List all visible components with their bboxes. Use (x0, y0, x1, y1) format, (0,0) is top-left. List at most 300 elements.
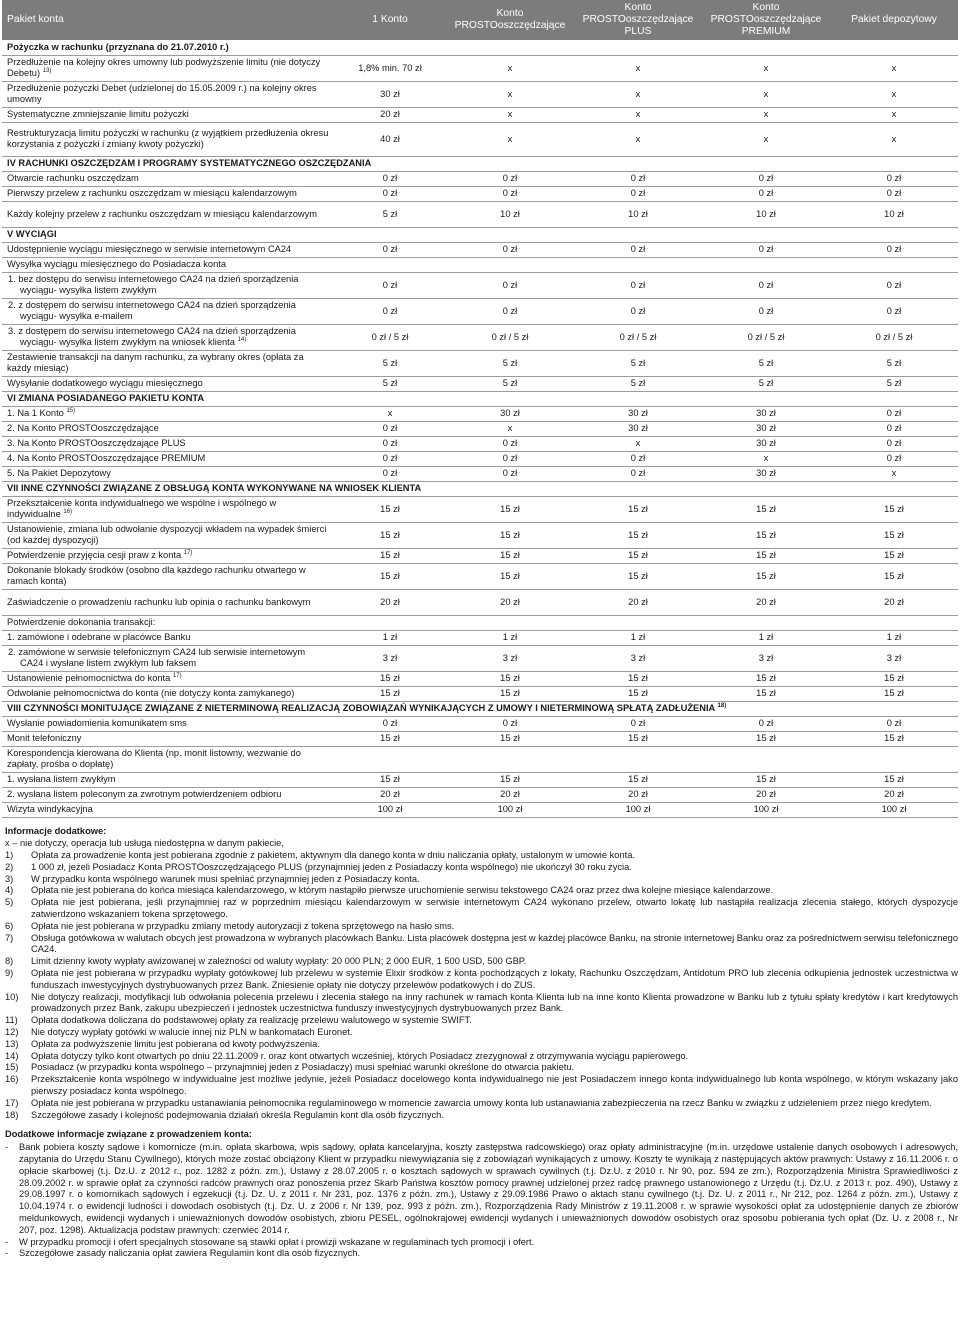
row-label: VII INNE CZYNNOŚCI ZWIĄZANE Z OBSŁUGĄ KONTA WYKONYWANE NA WNIOSEK KLIENTA (7, 483, 422, 494)
note-number: 8) (5, 956, 14, 967)
row-label: 2. z dostępem do serwisu internetowego CA24 na dzień sporządzenia wyciągu- wysyłka e-mailem (8, 300, 296, 321)
fee-cell: 0 zł (830, 242, 958, 257)
fee-cell: x (574, 55, 702, 81)
note-number: 14) (5, 1050, 19, 1061)
note-text: Nie dotyczy realizacji, modyfikacji lub odwołania polecenia przelewu i zlecenia stałego na inny rachunek w ramach konta Klienta lub na inne konto Klienta prowadzone w Banku lub z tytułu spłaty kredytów i kart kredytowych prowadzonych przez Bank, zakupu ubezpieczeń i jednostek uczestnictwa funduszy inwestycyjnych dystrybuowanych przez Bank. (31, 991, 958, 1014)
fee-cell: 0 zł (574, 298, 702, 324)
fee-cell: 20 zł (702, 589, 830, 615)
fee-cell: x (574, 436, 702, 451)
table-row (2, 186, 958, 201)
fee-cell: 0 zł (446, 272, 574, 298)
fee-cell: x (830, 122, 958, 156)
fee-cell: 15 zł (446, 671, 574, 686)
fee-cell: 15 zł (702, 671, 830, 686)
note-number: 10) (5, 991, 19, 1002)
row-label: Monit telefoniczny (7, 733, 82, 744)
table-row (2, 630, 958, 645)
row-label: 1. bez dostępu do serwisu internetowego CA24 na dzień sporządzenia wyciągu- wysyłka listem zwykłym (8, 274, 299, 295)
row-label: VI ZMIANA POSIADANEGO PAKIETU KONTA (7, 393, 205, 404)
fee-cell: 15 zł (574, 772, 702, 787)
fee-cell: 15 zł (574, 686, 702, 701)
notes-title: Informacje dodatkowe: (5, 825, 107, 836)
fee-cell: 15 zł (574, 671, 702, 686)
row-label: VIII CZYNNOŚCI MONITUJĄCE ZWIĄZANE Z NIETERMINOWĄ REALIZACJĄ ZOBOWIĄZAŃ WYNIKAJĄCYCH Z UMOWY I NIETERMINOWĄ SPŁATĄ ZADŁUŻENIA (7, 703, 715, 714)
note-text: Opłata za prowadzenie konta jest pobierana zgodnie z pakietem, aktywnym dla danego konta w dniu naliczania opłaty, ustalonym w umowie konta. (31, 850, 635, 861)
fee-cell: 0 zł (334, 421, 446, 436)
fee-cell: 0 zł (446, 466, 574, 481)
row-label: Odwołanie pełnomocnictwa do konta (nie dotyczy konta zamykanego) (7, 688, 295, 699)
fee-cell: 20 zł (574, 787, 702, 802)
fee-cell: 1 zł (830, 630, 958, 645)
fee-cell: 30 zł (446, 406, 574, 421)
fee-cell: 0 zł (830, 171, 958, 186)
note-number: 9) (5, 968, 14, 979)
note-text: W przypadku konta wspólnego warunek musi spełniać przynajmniej jeden z Posiadaczy konta. (31, 873, 420, 884)
fee-cell: 0 zł (702, 171, 830, 186)
footnote-ref: 17) (183, 549, 193, 556)
header-1-konto: 1 Konto (334, 0, 446, 40)
section-header-row (2, 701, 958, 716)
row-label: 1. wysłana listem zwykłym (7, 774, 116, 785)
row-label: Pożyczka w rachunku (przyznana do 21.07.2010 r.) (7, 41, 229, 52)
legal-title: Dodatkowe informacje związane z prowadzeniem konta: (5, 1129, 252, 1140)
fee-cell: 15 zł (334, 772, 446, 787)
fee-cell: 0 zł (830, 716, 958, 731)
note-item (5, 862, 958, 874)
table-row (2, 496, 958, 522)
fee-cell: 20 zł (446, 787, 574, 802)
fee-cell: 5 zł (830, 376, 958, 391)
section-header-row (2, 156, 958, 171)
row-label: 3. Na Konto PROSTOoszczędzające PLUS (7, 438, 186, 449)
fee-cell: 0 zł (446, 242, 574, 257)
row-label: Przekształcenie konta indywidualnego we wspólne i wspólnego w indywidualne (7, 498, 277, 519)
footnote-ref: 17) (172, 672, 182, 679)
row-label: 2. wysłana listem poleconym za zwrotnym potwierdzeniem odbioru (7, 789, 282, 800)
fee-cell: 0 zł (830, 272, 958, 298)
fee-cell: 20 zł (830, 787, 958, 802)
row-label: Korespondencja kierowana do Klienta (np. monit listowny, wezwanie do zapłaty, prośba o dopłatę) (7, 748, 301, 769)
note-text: Limit dzienny kwoty wypłaty awizowanej w zależności od waluty wypłaty: 20 000 PLN; 2 000 EUR, 1 500 USD, 500 GBP. (31, 956, 527, 967)
note-text: x – nie dotyczy, operacja lub usługa niedostępna w danym pakiecie, (5, 838, 284, 849)
subsection-header-row (2, 40, 958, 55)
fee-cell: x (574, 107, 702, 122)
footnote-ref: 14) (237, 336, 247, 343)
fee-cell: 5 zł (446, 376, 574, 391)
fee-cell: 20 zł (334, 787, 446, 802)
fee-cell: 15 zł (446, 563, 574, 589)
fee-cell: 30 zł (574, 421, 702, 436)
fee-cell: 0 zł (334, 272, 446, 298)
fee-cell: 0 zł (446, 716, 574, 731)
fee-cell: 20 zł (334, 107, 446, 122)
table-row (2, 436, 958, 451)
notes-list (5, 838, 958, 1121)
fee-cell: 0 zł (830, 451, 958, 466)
group-label-row (2, 257, 958, 272)
fee-cell: 100 zł (446, 802, 574, 817)
fee-cell: 0 zł (446, 171, 574, 186)
fee-cell: 15 zł (830, 671, 958, 686)
row-label: 3. z dostępem do serwisu internetowego CA24 na dzień sporządzenia wyciągu- wysyłka listem zwykłym na wniosek klienta (8, 326, 296, 347)
group-label-row (2, 746, 958, 772)
header-package: Pakiet konta (2, 0, 334, 40)
fee-cell: 100 zł (702, 802, 830, 817)
fee-cell: 15 zł (830, 496, 958, 522)
note-text: Bank pobiera koszty sądowe i komornicze (m.in. opłata skarbowa, wpis sądowy, opłata kancelaryjna, koszty zastępstwa radcowskiego) oraz opłaty administracyjne (m.in. urzędowe ustalenie danych osobowych i adresowych, zapytania do Urzędu Stanu Cywilnego), których może zostać obciążony Klient w przypadku niewywiązania się z zobowiązań wynikających z umowy. Koszty te wynikają z następujących aktów prawnych: Ustawy z 16.11.2006 r. o opłacie skarbowej (t.j. Dz.U. z 2012 r., poz. 1282 z późn. zm.), Ustawy z 28.07.2005 r. o kosztach sądowych w sprawach cywilnych (t.j. Dz.U. z 2010 r. Nr 90, poz. 594 ze zm.), Rozporządzenia Ministra Sprawiedliwości z 28.09.2002 r. w sprawie opłat za czynności radców prawnych oraz ponoszenia przez Skarb Państwa kosztów pomocy prawnej udzielonej przez radcę prawnego ustanowionego z Urzędu (t.j. Dz.U. z 2013 r. poz. 490), Ustawy z 29.08.1997 r. o komornikach sądowych i egzekucji (t.j. Dz. U. z 2011 r. Nr 231, poz. 1376 z późn. zm.), Ustawy z 29.09.1986 Prawo o aktach stanu cywilnego (t.j. Dz. U. z 2011 r., Nr 212, poz. 1264 z późn. zm.), Ustawy z 10.04.1974 r. o ewidencji ludności i dowodach osobistych (t.j. Dz. U. z 2006 r. Nr 139, poz. 993 z późn. zm.), Rozporządzenia Rady Ministrów z 19.11.2008 r. w sprawie wysokości opłat za udostępnienie danych ze zbiorów meldunkowych, ewidencji wydanych i unieważnionych dowodów osobistych, zbioru PESEL, ogólnokrajowej ewidencji wydanych i unieważnionych dowodów osobistych oraz sposobu pobierania tych opłat (Dz. U. z 2008 r., Nr 207, poz. 1298). Aktualizacja podstaw prawnych: czerwiec 2014 r. (19, 1142, 958, 1235)
note-number: 17) (5, 1097, 19, 1108)
fee-cell: 30 zł (574, 406, 702, 421)
row-label: 5. Na Pakiet Depozytowy (7, 468, 111, 479)
header-prosto-plus: Konto PROSTOoszczędzające PLUS (574, 0, 702, 40)
note-item (5, 933, 958, 957)
fee-cell: x (574, 81, 702, 107)
header-deposit-package: Pakiet depozytowy (830, 0, 958, 40)
fee-cell: 15 zł (574, 731, 702, 746)
fee-cell: 0 zł (574, 451, 702, 466)
fee-cell: 100 zł (334, 802, 446, 817)
fee-cell: 5 zł (702, 376, 830, 391)
fee-cell: 5 zł (702, 350, 830, 376)
fee-cell: 15 zł (446, 496, 574, 522)
note-item (5, 897, 958, 921)
fee-cell: 10 zł (574, 201, 702, 227)
note-item (5, 1039, 958, 1051)
fee-cell: 0 zł (574, 272, 702, 298)
fee-cell: 0 zł (446, 436, 574, 451)
note-item (5, 992, 958, 1016)
note-number: 13) (5, 1038, 19, 1049)
fee-cell: 15 zł (446, 731, 574, 746)
fee-cell: x (702, 55, 830, 81)
fee-cell: 15 zł (574, 563, 702, 589)
fee-table (2, 0, 958, 818)
fee-cell: 15 zł (334, 671, 446, 686)
note-number: - (5, 1142, 9, 1153)
fee-cell: x (830, 81, 958, 107)
fee-cell: 0 zł / 5 zł (446, 324, 574, 350)
fee-cell: 0 zł (334, 436, 446, 451)
fee-cell: x (446, 122, 574, 156)
note-text: Opłata za podwyższenie limitu jest pobierana od kwoty podwyższenia. (31, 1038, 320, 1049)
fee-cell: 20 zł (702, 787, 830, 802)
fee-cell: x (702, 81, 830, 107)
table-row (2, 522, 958, 548)
fee-cell: 15 zł (574, 548, 702, 563)
table-row (2, 324, 958, 350)
table-row (2, 548, 958, 563)
table-row (2, 451, 958, 466)
table-row (2, 589, 958, 615)
note-text: Opłata nie jest pobierana, jeśli przynajmniej raz w poprzednim miesiącu kalendarzowym w serwisie internetowym CA24 wykonano przelew, otwarto lokatę lub nastąpiła realizacja zlecenia stałego, których dyspozycje zatwierdzono wskazaniem tokena sprzętowego. (31, 897, 958, 920)
legal-info (5, 1129, 958, 1260)
row-label: 1. Na 1 Konto (7, 408, 64, 419)
note-text: Opłata nie jest pobierana w przypadku ustanawiania pełnomocnika regulaminowego w momencie zawarcia umowy konta lub ustanawiania zabezpieczenia na rzecz Banku w związku z udzieleniem przez niego kredytem. (31, 1097, 932, 1108)
note-item (5, 1027, 958, 1039)
note-item (5, 968, 958, 992)
table-row (2, 466, 958, 481)
note-item (5, 885, 958, 897)
table-row (2, 350, 958, 376)
row-label: Każdy kolejny przelew z rachunku oszczędzam w miesiącu kalendarzowym (7, 208, 318, 219)
row-label: Ustanowienie pełnomocnictwa do konta (7, 673, 171, 684)
fee-cell: x (446, 55, 574, 81)
note-item (5, 1074, 958, 1098)
fee-cell: 0 zł (702, 272, 830, 298)
table-row (2, 563, 958, 589)
fee-cell: 3 zł (446, 645, 574, 671)
fee-cell: 0 zł / 5 zł (574, 324, 702, 350)
fee-cell: 5 zł (334, 201, 446, 227)
row-label: Wizyta windykacyjna (7, 804, 93, 815)
fee-cell: 15 zł (446, 548, 574, 563)
fee-cell: 0 zł (830, 298, 958, 324)
table-row (2, 171, 958, 186)
row-label: Udostępnienie wyciągu miesięcznego w serwisie internetowym CA24 (7, 244, 292, 255)
table-row (2, 802, 958, 817)
fee-cell: 0 zł (446, 298, 574, 324)
fee-cell: 0 zł (334, 186, 446, 201)
table-row (2, 272, 958, 298)
fee-cell: 0 zł (574, 171, 702, 186)
fee-cell: 1,8% min. 70 zł (334, 55, 446, 81)
fee-cell: 15 zł (830, 686, 958, 701)
note-text: Opłata dotyczy tylko kont otwartych po dniu 22.11.2009 r. oraz kont otwartych wcześniej, których Posiadacz zrezygnował z otrzymywania wyciągu papierowego. (31, 1050, 689, 1061)
group-label-row (2, 615, 958, 630)
fee-cell: 0 zł (446, 186, 574, 201)
fee-cell: 1 zł (334, 630, 446, 645)
table-row (2, 787, 958, 802)
footnote-ref: 18) (717, 702, 727, 709)
table-row (2, 421, 958, 436)
fee-cell: 30 zł (334, 81, 446, 107)
table-row (2, 716, 958, 731)
fee-cell: 15 zł (702, 548, 830, 563)
footnote-ref: 15) (66, 407, 76, 414)
note-item (5, 874, 958, 886)
fee-cell: 0 zł (334, 242, 446, 257)
fee-cell: 0 zł (334, 716, 446, 731)
note-number: - (5, 1236, 9, 1247)
table-row (2, 81, 958, 107)
note-item (5, 1098, 958, 1110)
table-header-row (2, 0, 958, 40)
note-number: 2) (5, 861, 14, 872)
note-number: 3) (5, 873, 14, 884)
note-text: Nie dotyczy wypłaty gotówki w walucie innej niż PLN w bankomatach Euronet. (31, 1027, 353, 1038)
note-item (5, 838, 958, 850)
fee-cell: 20 zł (334, 589, 446, 615)
note-number: 12) (5, 1027, 19, 1038)
footnote-ref: 13) (42, 67, 52, 74)
note-item (5, 1110, 958, 1122)
table-row (2, 376, 958, 391)
row-label: 4. Na Konto PROSTOoszczędzające PREMIUM (7, 453, 206, 464)
table-row (2, 671, 958, 686)
row-label: 1. zamówione i odebrane w placówce Banku (7, 632, 191, 643)
fee-cell: 15 zł (446, 772, 574, 787)
fee-cell: 0 zł (446, 451, 574, 466)
fee-cell: 15 zł (446, 686, 574, 701)
fee-cell: x (702, 122, 830, 156)
fee-cell: 100 zł (830, 802, 958, 817)
fee-cell: x (334, 406, 446, 421)
row-label: V WYCIĄGI (7, 229, 57, 240)
fee-cell: 1 zł (446, 630, 574, 645)
note-item (5, 850, 958, 862)
row-label: Dokonanie blokady środków (osobno dla każdego rachunku otwartego w ramach konta) (7, 565, 306, 586)
fee-cell: 15 zł (702, 563, 830, 589)
note-item (5, 1248, 958, 1260)
legal-list (5, 1142, 958, 1260)
note-text: Opłata nie jest pobierana do końca miesiąca kalendarzowego, w którym nastąpiło pierwsze uruchomienie serwisu tekstowego CA24 oraz przez dwa kolejne miesiące kalendarzowe. (31, 885, 774, 896)
note-text: Obsługa gotówkowa w walutach obcych jest prowadzona w wybranych placówkach Banku. Lista placówek dostępna jest w każdej placówce Banku, na stronie internetowej Banku oraz za pośrednictwem serwisu telefonicznego CA24. (31, 932, 958, 955)
fee-cell: 0 zł (830, 406, 958, 421)
fee-cell: x (446, 421, 574, 436)
note-item (5, 1062, 958, 1074)
fee-cell: 0 zł (830, 436, 958, 451)
fee-cell: 0 zł (334, 171, 446, 186)
table-row (2, 55, 958, 81)
fee-cell: 5 zł (830, 350, 958, 376)
fee-cell: 10 zł (830, 201, 958, 227)
note-number: 4) (5, 885, 14, 896)
fee-cell: 0 zł (830, 186, 958, 201)
fee-cell: 1 zł (702, 630, 830, 645)
note-number: 16) (5, 1074, 19, 1085)
fee-cell: 15 zł (702, 772, 830, 787)
note-item (5, 921, 958, 933)
note-item (5, 1051, 958, 1063)
row-label: 2. Na Konto PROSTOoszczędzające (7, 423, 159, 434)
fee-cell: 15 zł (830, 772, 958, 787)
additional-notes (2, 826, 958, 1261)
row-label: Przedłużenie na kolejny okres umowny lub podwyższenie limitu (nie dotyczy Debetu) (7, 57, 321, 78)
fee-cell: 0 zł (830, 421, 958, 436)
note-text: W przypadku promocji i ofert specjalnych stosowane są stawki opłat i prowizji wskazane w regulaminach tych promocji i ofert. (19, 1236, 535, 1247)
fee-cell: x (446, 81, 574, 107)
note-number: 15) (5, 1062, 19, 1073)
fee-cell: 0 zł / 5 zł (830, 324, 958, 350)
table-row (2, 645, 958, 671)
fee-cell: 0 zł (574, 716, 702, 731)
fee-cell: 0 zł (334, 451, 446, 466)
row-label: Restrukturyzacja limitu pożyczki w rachunku (z wyjątkiem przedłużenia okresu korzystania z pożyczki i zmiany kwoty pożyczki) (7, 128, 329, 149)
fee-cell: 3 zł (830, 645, 958, 671)
fee-cell: 15 zł (334, 496, 446, 522)
fee-cell: 0 zł (334, 298, 446, 324)
note-number: 5) (5, 897, 14, 908)
note-number: 7) (5, 932, 14, 943)
note-number: 6) (5, 920, 14, 931)
fee-cell: 15 zł (830, 522, 958, 548)
note-number: - (5, 1248, 9, 1259)
table-row (2, 122, 958, 156)
row-label: Potwierdzenie dokonania transakcji: (7, 617, 156, 628)
fee-cell: 15 zł (334, 548, 446, 563)
fee-cell: x (702, 451, 830, 466)
fee-cell: 3 zł (334, 645, 446, 671)
fee-cell: 30 zł (702, 421, 830, 436)
fee-cell: 20 zł (446, 589, 574, 615)
fee-cell: x (574, 122, 702, 156)
table-row (2, 772, 958, 787)
row-label: Zestawienie transakcji na danym rachunku, za wybrany okres (opłata za każdy miesiąc) (7, 352, 304, 373)
section-header-row (2, 391, 958, 406)
section-header-row (2, 481, 958, 496)
fee-cell: 5 zł (446, 350, 574, 376)
fee-cell: 15 zł (830, 563, 958, 589)
fee-cell: x (830, 107, 958, 122)
row-label: IV RACHUNKI OSZCZĘDZAM I PROGRAMY SYSTEMATYCZNEGO OSZCZĘDZANIA (7, 158, 372, 169)
fee-cell: 10 zł (702, 201, 830, 227)
note-text: Opłata nie jest pobierana w przypadku wypłaty gotówkowej lub przelewu w systemie Elixir środków z konta pochodzących z lokaty, Rachunku Oszczędzam, Antidotum PRO lub zlecenia odkupienia jednostek uczestnictwa w funduszach inwestycyjnych dystrybuowanych przez Bank. Zniesienie opłaty nie dotyczy przelewów podatkowych i do ZUS. (31, 968, 958, 990)
fee-cell: 30 zł (702, 406, 830, 421)
fee-cell: 10 zł (446, 201, 574, 227)
table-row (2, 406, 958, 421)
fee-cell: 0 zł (574, 242, 702, 257)
fee-cell: x (446, 107, 574, 122)
table-row (2, 107, 958, 122)
note-item (5, 956, 958, 968)
note-text: Posiadacz (w przypadku konta wspólnego – przynajmniej jeden z Posiadaczy) musi spełniać warunki określone do otwarcia pakietu. (31, 1062, 575, 1073)
footnote-ref: 16) (63, 508, 73, 515)
header-prosto-premium: Konto PROSTOoszczędzające PREMIUM (702, 0, 830, 40)
row-label: Zaświadczenie o prowadzeniu rachunku lub opinia o rachunku bankowym (7, 596, 311, 607)
row-label: Systematyczne zmniejszanie limitu pożyczki (7, 109, 189, 120)
row-label: Wysyłka wyciągu miesięcznego do Posiadacza konta (7, 259, 227, 270)
fee-cell: 3 zł (702, 645, 830, 671)
fee-cell: 15 zł (334, 686, 446, 701)
header-prosto: Konto PROSTOoszczędzające (446, 0, 574, 40)
fee-cell: 15 zł (702, 686, 830, 701)
row-label: Przedłużenie pożyczki Debet (udzielonej do 15.05.2009 r.) na kolejny okres umowny (7, 83, 317, 104)
section-header-row (2, 227, 958, 242)
note-number: 1) (5, 850, 14, 861)
row-label: Wysłanie powiadomienia komunikatem sms (7, 718, 187, 729)
fee-cell: 15 zł (446, 522, 574, 548)
fee-cell: 20 zł (574, 589, 702, 615)
fee-cell: 15 zł (574, 496, 702, 522)
note-item (5, 1015, 958, 1027)
note-text: Szczegółowe zasady naliczania opłat zawiera Regulamin kont dla osób fizycznych. (19, 1248, 361, 1259)
fee-cell: 30 zł (702, 466, 830, 481)
row-label: 2. zamówione w serwisie telefonicznym CA24 lub serwisie internetowym CA24 i wysłane listem zwykłym lub faksem (8, 647, 306, 668)
fee-cell: 15 zł (574, 522, 702, 548)
row-label: Otwarcie rachunku oszczędzam (7, 173, 139, 184)
table-row (2, 731, 958, 746)
table-row (2, 242, 958, 257)
fee-cell: 15 zł (702, 731, 830, 746)
fee-cell: 0 zł (702, 716, 830, 731)
fee-cell: 0 zł (702, 242, 830, 257)
fee-cell: 1 zł (574, 630, 702, 645)
note-number: 18) (5, 1109, 19, 1120)
fee-cell: 20 zł (830, 589, 958, 615)
table-row (2, 201, 958, 227)
note-text: Opłata dodatkowa doliczana do podstawowej opłaty za realizację przelewu walutowego w systemie SWIFT. (31, 1015, 472, 1026)
row-label: Ustanowienie, zmiana lub odwołanie dyspozycji wkładem na wypadek śmierci (od każdej dyspozycji) (7, 524, 327, 545)
note-text: Opłata nie jest pobierana w przypadku zmiany metody autoryzacji z tokena sprzętowego na hasło sms. (31, 920, 455, 931)
note-text: Szczegółowe zasady i kolejność podejmowania działań określa Regulamin kont dla osób fizycznych. (31, 1109, 444, 1120)
fee-cell: 5 zł (334, 350, 446, 376)
fee-cell: 40 zł (334, 122, 446, 156)
fee-cell: 3 zł (574, 645, 702, 671)
fee-cell: 0 zł (574, 466, 702, 481)
fee-cell: 15 zł (830, 731, 958, 746)
fee-cell: 0 zł (334, 466, 446, 481)
table-row (2, 686, 958, 701)
